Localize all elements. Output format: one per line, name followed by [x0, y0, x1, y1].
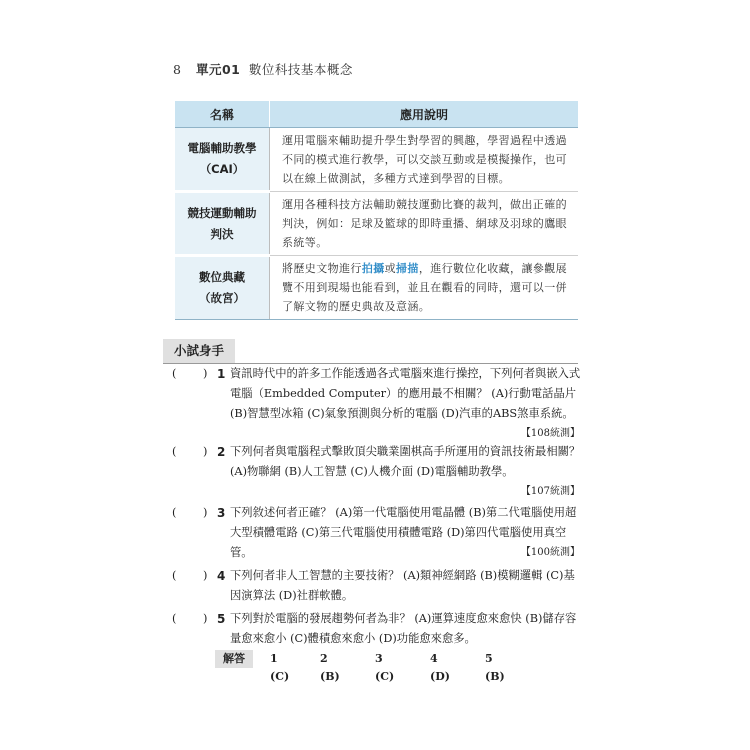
table-row	[175, 256, 578, 320]
answer-paren-close: )	[203, 612, 208, 625]
question-item	[172, 503, 582, 565]
answer-item: 3 (C)	[375, 652, 395, 683]
highlight-term: 掃描	[396, 262, 419, 275]
highlight-term: 拍攝	[361, 262, 385, 275]
table-header-row	[175, 101, 578, 128]
row-name-line2: （CAI）	[199, 162, 245, 176]
section-bar	[163, 339, 578, 364]
answer-paren-open: (	[172, 445, 177, 458]
answer-item: 4 (D)	[430, 652, 450, 683]
answer-paren-open: (	[172, 367, 177, 380]
question-item	[172, 609, 582, 651]
question-number: 5	[217, 612, 226, 626]
answer-paren-close: )	[203, 367, 208, 380]
header-desc: 應用說明	[270, 101, 579, 128]
answer-label: 解答	[215, 650, 253, 668]
answer-paren-open: (	[172, 506, 177, 519]
answer-paren-close: )	[203, 506, 208, 519]
answer-item: 2 (B)	[320, 652, 340, 683]
unit-title: 數位科技基本概念	[248, 62, 353, 77]
application-table	[175, 101, 578, 320]
page-header	[173, 60, 353, 78]
question-source: 【107統測】	[520, 486, 580, 497]
question-text: 下列對於電腦的發展趨勢何者為非？ (A)運算速度愈來愈快 (B)儲存容量愈來愈小 (C)體積愈來愈小 (D)功能愈來愈多。	[230, 612, 577, 645]
unit-label: 單元01	[195, 62, 241, 77]
question-text: 下列何者與電腦程式擊敗頂尖職業圍棋高手所運用的資訊技術最相關？ (A)物聯網 (B)人工智慧 (C)人機介面 (D)電腦輔助教學。	[230, 445, 581, 478]
answer-paren-close: )	[203, 569, 208, 582]
row-name	[175, 256, 270, 320]
question-number: 4	[217, 569, 226, 583]
row-name	[175, 192, 270, 256]
section-title: 小試身手	[163, 339, 235, 363]
question-source: 【100統測】	[520, 547, 580, 558]
question-item	[172, 364, 582, 439]
row-name-line1: 電腦輔助教學	[187, 141, 257, 155]
question-item	[172, 442, 582, 504]
row-name	[175, 128, 270, 192]
question-source: 【108統測】	[520, 428, 580, 439]
table-row	[175, 128, 578, 192]
desc-text: 或	[384, 262, 397, 275]
question-number: 1	[217, 367, 226, 381]
page-number: 8	[173, 62, 182, 77]
answer-paren-open: (	[172, 569, 177, 582]
question-text: 下列何者非人工智慧的主要技術？ (A)類神經網路 (B)模糊邏輯 (C)基因演算法 (D)社群軟體。	[230, 569, 575, 602]
answer-item: 5 (B)	[485, 652, 505, 683]
row-name-line1: 競技運動輔助	[187, 205, 257, 220]
row-desc: 運用電腦來輔助提升學生對學習的興趣，學習過程中透過不同的模式進行教學，可以交談互動或是模擬操作，也可以在線上做測試，多種方式達到學習的目標。	[270, 128, 579, 192]
desc-text: ，進行數位化收藏，讓參觀展覽不用到現場也能看到，並且在觀看的同時，還可以一併了解文物的歷史典故及意涵。	[282, 262, 568, 313]
answer-item: 1 (C)	[270, 652, 290, 683]
question-number: 2	[217, 445, 226, 459]
answer-paren-open: (	[172, 612, 177, 625]
row-name-line2: （故宮）	[199, 291, 245, 305]
desc-text: 將歷史文物進行	[282, 262, 362, 275]
table-row	[175, 192, 578, 256]
question-text: 下列敘述何者正確？ (A)第一代電腦使用電晶體 (B)第二代電腦使用超大型積體電路 (C)第三代電腦使用積體電路 (D)第四代電腦使用真空管。	[230, 506, 577, 559]
question-item	[172, 566, 582, 608]
row-desc: 運用各種科技方法輔助競技運動比賽的裁判，做出正確的判決，例如：足球及籃球的即時重播、網球及羽球的鷹眼系統等。	[270, 192, 579, 256]
row-desc	[270, 256, 579, 320]
row-name-line2: 判決	[210, 226, 234, 241]
row-name-line1: 數位典藏	[199, 270, 245, 284]
header-name: 名稱	[175, 101, 270, 128]
answer-paren-close: )	[203, 445, 208, 458]
question-text: 資訊時代中的許多工作能透過各式電腦來進行操控，下列何者與嵌入式電腦（Embedded Computer）的應用最不相關？ (A)行動電話晶片 (B)智慧型冰箱 (C)氣象預測與分析的電腦 (D)汽車的ABS煞車系統。	[230, 367, 581, 420]
question-number: 3	[217, 506, 226, 520]
